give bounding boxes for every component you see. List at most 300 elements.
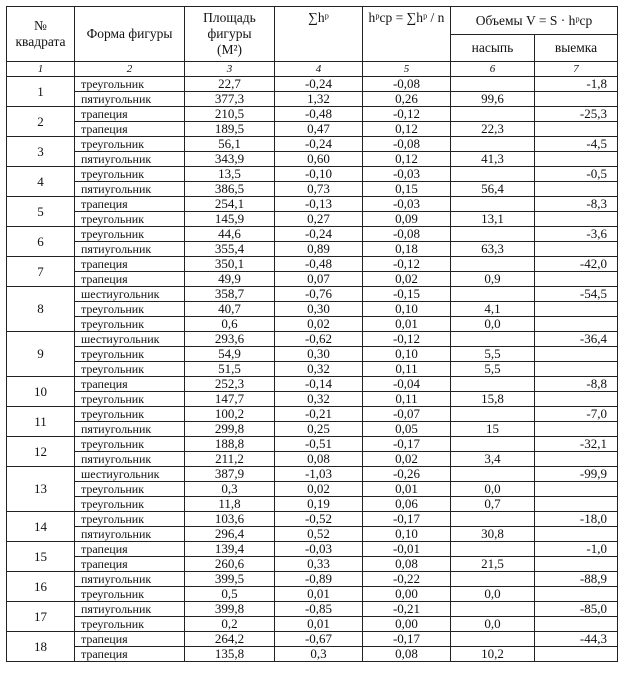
fill-volume-cell <box>451 197 535 212</box>
table-row <box>7 272 618 287</box>
column-number: 3 <box>185 62 275 77</box>
h-average-cell: 0,08 <box>363 647 451 662</box>
table-row <box>7 452 618 467</box>
shape-cell: треугольник <box>75 482 185 497</box>
cut-volume-cell: -54,5 <box>535 287 618 302</box>
area-cell: 40,7 <box>185 302 275 317</box>
square-number-cell: 9 <box>7 332 75 377</box>
area-cell: 350,1 <box>185 257 275 272</box>
fill-volume-cell <box>451 602 535 617</box>
table-row <box>7 437 618 452</box>
h-average-cell: -0,17 <box>363 632 451 647</box>
cut-volume-cell <box>535 212 618 227</box>
table-row <box>7 377 618 392</box>
shape-cell: шестиугольник <box>75 332 185 347</box>
shape-cell: трапеция <box>75 197 185 212</box>
sum-h-cell: 0,02 <box>275 482 363 497</box>
table-row <box>7 242 618 257</box>
table-row <box>7 107 618 122</box>
shape-cell: шестиугольник <box>75 287 185 302</box>
cut-volume-cell: -18,0 <box>535 512 618 527</box>
shape-cell: пятиугольник <box>75 92 185 107</box>
header-cut: выемка <box>535 35 618 62</box>
cut-volume-cell: -85,0 <box>535 602 618 617</box>
fill-volume-cell <box>451 107 535 122</box>
sum-h-cell: -0,89 <box>275 572 363 587</box>
area-cell: 189,5 <box>185 122 275 137</box>
earthwork-volume-table <box>6 6 618 662</box>
table-row <box>7 197 618 212</box>
shape-cell: треугольник <box>75 302 185 317</box>
sum-h-cell: 0,08 <box>275 452 363 467</box>
sum-h-cell: 0,30 <box>275 302 363 317</box>
cut-volume-cell <box>535 617 618 632</box>
cut-volume-cell: -3,6 <box>535 227 618 242</box>
header-fill: насыпь <box>451 35 535 62</box>
fill-volume-cell: 13,1 <box>451 212 535 227</box>
sum-h-cell: 0,73 <box>275 182 363 197</box>
sum-h-cell: 0,3 <box>275 647 363 662</box>
sum-h-cell: 0,47 <box>275 122 363 137</box>
square-number-cell: 10 <box>7 377 75 407</box>
sum-h-cell: -0,13 <box>275 197 363 212</box>
h-average-cell: -0,08 <box>363 137 451 152</box>
h-average-cell: 0,18 <box>363 242 451 257</box>
area-cell: 56,1 <box>185 137 275 152</box>
header-square-number <box>7 7 75 62</box>
area-cell: 254,1 <box>185 197 275 212</box>
square-number-cell: 8 <box>7 287 75 332</box>
h-average-cell: 0,11 <box>363 362 451 377</box>
h-average-cell: 0,26 <box>363 92 451 107</box>
column-number: 7 <box>535 62 618 77</box>
cut-volume-cell: -8,8 <box>535 377 618 392</box>
sum-h-cell: 0,07 <box>275 272 363 287</box>
header-volumes: Объемы V = S · hᵖср <box>451 7 618 35</box>
cut-volume-cell <box>535 302 618 317</box>
h-average-cell: 0,05 <box>363 422 451 437</box>
square-number-cell: 15 <box>7 542 75 572</box>
cut-volume-cell <box>535 587 618 602</box>
square-number-cell: 4 <box>7 167 75 197</box>
sum-h-cell: -0,14 <box>275 377 363 392</box>
shape-cell: трапеция <box>75 107 185 122</box>
cut-volume-cell <box>535 242 618 257</box>
area-cell: 147,7 <box>185 392 275 407</box>
shape-cell: трапеция <box>75 377 185 392</box>
h-average-cell: -0,12 <box>363 257 451 272</box>
sum-h-cell: 0,01 <box>275 587 363 602</box>
table-row <box>7 92 618 107</box>
sum-h-cell: -0,24 <box>275 77 363 92</box>
cut-volume-cell <box>535 272 618 287</box>
fill-volume-cell <box>451 572 535 587</box>
table-row <box>7 152 618 167</box>
cut-volume-cell: -42,0 <box>535 257 618 272</box>
table-row <box>7 182 618 197</box>
h-average-cell: 0,00 <box>363 587 451 602</box>
area-cell: 252,3 <box>185 377 275 392</box>
area-cell: 0,6 <box>185 317 275 332</box>
header-area-line1: Площадь <box>203 10 256 25</box>
header-area-unit: (М²) <box>216 42 243 57</box>
h-average-cell: 0,02 <box>363 452 451 467</box>
square-number-cell: 11 <box>7 407 75 437</box>
sum-h-cell: -0,85 <box>275 602 363 617</box>
fill-volume-cell: 21,5 <box>451 557 535 572</box>
cut-volume-cell: -36,4 <box>535 332 618 347</box>
area-cell: 358,7 <box>185 287 275 302</box>
fill-volume-cell: 10,2 <box>451 647 535 662</box>
h-average-cell: 0,12 <box>363 122 451 137</box>
shape-cell: треугольник <box>75 347 185 362</box>
volume-table-sheet <box>6 6 617 662</box>
header-shape: Форма фигуры <box>75 7 185 62</box>
h-average-cell: -0,04 <box>363 377 451 392</box>
column-number: 4 <box>275 62 363 77</box>
sum-h-cell: -0,10 <box>275 167 363 182</box>
cut-volume-cell <box>535 92 618 107</box>
sum-h-cell: 0,27 <box>275 212 363 227</box>
sum-h-cell: 0,32 <box>275 362 363 377</box>
area-cell: 103,6 <box>185 512 275 527</box>
h-average-cell: 0,12 <box>363 152 451 167</box>
sum-h-cell: -0,21 <box>275 407 363 422</box>
h-average-cell: 0,09 <box>363 212 451 227</box>
table-row <box>7 77 618 92</box>
fill-volume-cell: 63,3 <box>451 242 535 257</box>
shape-cell: трапеция <box>75 272 185 287</box>
sum-h-cell: -0,03 <box>275 542 363 557</box>
h-average-cell: -0,12 <box>363 332 451 347</box>
table-row <box>7 632 618 647</box>
table-row <box>7 167 618 182</box>
table-row <box>7 527 618 542</box>
table-row <box>7 482 618 497</box>
fill-volume-cell: 0,0 <box>451 617 535 632</box>
sum-h-cell: -0,76 <box>275 287 363 302</box>
h-average-cell: -0,17 <box>363 437 451 452</box>
shape-cell: пятиугольник <box>75 422 185 437</box>
table-row <box>7 407 618 422</box>
cut-volume-cell <box>535 392 618 407</box>
column-number: 1 <box>7 62 75 77</box>
cut-volume-cell <box>535 647 618 662</box>
shape-cell: пятиугольник <box>75 572 185 587</box>
fill-volume-cell <box>451 287 535 302</box>
shape-cell: треугольник <box>75 227 185 242</box>
h-average-cell: -0,26 <box>363 467 451 482</box>
shape-cell: треугольник <box>75 77 185 92</box>
sum-h-cell: 0,25 <box>275 422 363 437</box>
shape-cell: пятиугольник <box>75 452 185 467</box>
h-average-cell: -0,03 <box>363 167 451 182</box>
table-row <box>7 362 618 377</box>
table-row <box>7 647 618 662</box>
area-cell: 139,4 <box>185 542 275 557</box>
area-cell: 355,4 <box>185 242 275 257</box>
sum-h-cell: 0,60 <box>275 152 363 167</box>
sum-h-cell: 0,89 <box>275 242 363 257</box>
area-cell: 0,5 <box>185 587 275 602</box>
area-cell: 386,5 <box>185 182 275 197</box>
area-cell: 0,3 <box>185 482 275 497</box>
shape-cell: пятиугольник <box>75 527 185 542</box>
header-h-average: hᵖср = ∑hᵖ / n <box>363 7 451 62</box>
table-row <box>7 497 618 512</box>
area-cell: 210,5 <box>185 107 275 122</box>
square-number-cell: 14 <box>7 512 75 542</box>
shape-cell: треугольник <box>75 212 185 227</box>
area-cell: 211,2 <box>185 452 275 467</box>
h-average-cell: 0,10 <box>363 302 451 317</box>
area-cell: 135,8 <box>185 647 275 662</box>
shape-cell: треугольник <box>75 497 185 512</box>
cut-volume-cell: -32,1 <box>535 437 618 452</box>
fill-volume-cell: 15 <box>451 422 535 437</box>
shape-cell: трапеция <box>75 542 185 557</box>
fill-volume-cell: 0,0 <box>451 317 535 332</box>
sum-h-cell: -1,03 <box>275 467 363 482</box>
table-row <box>7 602 618 617</box>
shape-cell: трапеция <box>75 257 185 272</box>
table-row <box>7 287 618 302</box>
square-number-cell: 7 <box>7 257 75 287</box>
table-row <box>7 512 618 527</box>
fill-volume-cell: 15,8 <box>451 392 535 407</box>
sum-h-cell: 1,32 <box>275 92 363 107</box>
area-cell: 343,9 <box>185 152 275 167</box>
cut-volume-cell: -44,3 <box>535 632 618 647</box>
header-area-line2: фигуры <box>207 26 252 41</box>
fill-volume-cell: 5,5 <box>451 347 535 362</box>
table-row <box>7 572 618 587</box>
fill-volume-cell: 0,0 <box>451 482 535 497</box>
fill-volume-cell: 5,5 <box>451 362 535 377</box>
fill-volume-cell <box>451 257 535 272</box>
sum-h-cell: -0,67 <box>275 632 363 647</box>
column-number-row <box>7 62 618 77</box>
h-average-cell: 0,00 <box>363 617 451 632</box>
area-cell: 264,2 <box>185 632 275 647</box>
shape-cell: трапеция <box>75 122 185 137</box>
cut-volume-cell <box>535 482 618 497</box>
fill-volume-cell: 0,7 <box>451 497 535 512</box>
area-cell: 377,3 <box>185 92 275 107</box>
h-average-cell: -0,12 <box>363 107 451 122</box>
sum-h-cell: -0,51 <box>275 437 363 452</box>
h-average-cell: -0,03 <box>363 197 451 212</box>
area-cell: 49,9 <box>185 272 275 287</box>
cut-volume-cell: -25,3 <box>535 107 618 122</box>
area-cell: 44,6 <box>185 227 275 242</box>
fill-volume-cell <box>451 137 535 152</box>
cut-volume-cell: -4,5 <box>535 137 618 152</box>
header-row-top <box>7 7 618 35</box>
cut-volume-cell <box>535 362 618 377</box>
sum-h-cell: 0,02 <box>275 317 363 332</box>
column-number: 2 <box>75 62 185 77</box>
h-average-cell: -0,07 <box>363 407 451 422</box>
h-average-cell: 0,15 <box>363 182 451 197</box>
shape-cell: пятиугольник <box>75 602 185 617</box>
fill-volume-cell: 56,4 <box>451 182 535 197</box>
cut-volume-cell <box>535 122 618 137</box>
fill-volume-cell <box>451 407 535 422</box>
table-row <box>7 137 618 152</box>
area-cell: 296,4 <box>185 527 275 542</box>
cut-volume-cell: -7,0 <box>535 407 618 422</box>
area-cell: 399,8 <box>185 602 275 617</box>
cut-volume-cell <box>535 347 618 362</box>
shape-cell: треугольник <box>75 137 185 152</box>
sum-h-cell: -0,48 <box>275 257 363 272</box>
shape-cell: треугольник <box>75 317 185 332</box>
cut-volume-cell: -0,5 <box>535 167 618 182</box>
cut-volume-cell <box>535 497 618 512</box>
fill-volume-cell: 0,0 <box>451 587 535 602</box>
sum-h-cell: -0,24 <box>275 137 363 152</box>
square-number-cell: 6 <box>7 227 75 257</box>
table-body <box>7 77 618 662</box>
table-row <box>7 332 618 347</box>
square-number-cell: 18 <box>7 632 75 662</box>
table-row <box>7 392 618 407</box>
fill-volume-cell <box>451 437 535 452</box>
fill-volume-cell <box>451 467 535 482</box>
sum-h-cell: 0,30 <box>275 347 363 362</box>
table-row <box>7 122 618 137</box>
fill-volume-cell <box>451 77 535 92</box>
table-row <box>7 317 618 332</box>
cut-volume-cell <box>535 422 618 437</box>
column-number: 6 <box>451 62 535 77</box>
h-average-cell: 0,01 <box>363 317 451 332</box>
table-row <box>7 227 618 242</box>
table-row <box>7 557 618 572</box>
area-cell: 100,2 <box>185 407 275 422</box>
square-number-cell: 13 <box>7 467 75 512</box>
h-average-cell: 0,08 <box>363 557 451 572</box>
h-average-cell: -0,15 <box>363 287 451 302</box>
area-cell: 22,7 <box>185 77 275 92</box>
sum-h-cell: 0,01 <box>275 617 363 632</box>
h-average-cell: 0,11 <box>363 392 451 407</box>
shape-cell: шестиугольник <box>75 467 185 482</box>
shape-cell: пятиугольник <box>75 152 185 167</box>
sum-h-cell: -0,52 <box>275 512 363 527</box>
square-number-cell: 16 <box>7 572 75 602</box>
h-average-cell: -0,22 <box>363 572 451 587</box>
shape-cell: треугольник <box>75 362 185 377</box>
table-row <box>7 617 618 632</box>
fill-volume-cell <box>451 332 535 347</box>
area-cell: 188,8 <box>185 437 275 452</box>
area-cell: 54,9 <box>185 347 275 362</box>
fill-volume-cell <box>451 227 535 242</box>
h-average-cell: -0,01 <box>363 542 451 557</box>
shape-cell: треугольник <box>75 407 185 422</box>
cut-volume-cell <box>535 182 618 197</box>
area-cell: 260,6 <box>185 557 275 572</box>
cut-volume-cell <box>535 527 618 542</box>
sum-h-cell: 0,52 <box>275 527 363 542</box>
shape-cell: треугольник <box>75 167 185 182</box>
square-number-cell: 12 <box>7 437 75 467</box>
header-area <box>185 7 275 62</box>
area-cell: 13,5 <box>185 167 275 182</box>
table-row <box>7 347 618 362</box>
h-average-cell: -0,17 <box>363 512 451 527</box>
area-cell: 0,2 <box>185 617 275 632</box>
fill-volume-cell: 30,8 <box>451 527 535 542</box>
area-cell: 387,9 <box>185 467 275 482</box>
square-number-cell: 1 <box>7 77 75 107</box>
table-row <box>7 212 618 227</box>
fill-volume-cell: 99,6 <box>451 92 535 107</box>
table-row <box>7 257 618 272</box>
area-cell: 299,8 <box>185 422 275 437</box>
area-cell: 51,5 <box>185 362 275 377</box>
shape-cell: треугольник <box>75 437 185 452</box>
h-average-cell: 0,01 <box>363 482 451 497</box>
area-cell: 399,5 <box>185 572 275 587</box>
column-number: 5 <box>363 62 451 77</box>
area-cell: 293,6 <box>185 332 275 347</box>
shape-cell: треугольник <box>75 617 185 632</box>
sum-h-cell: 0,32 <box>275 392 363 407</box>
square-number-cell: 5 <box>7 197 75 227</box>
h-average-cell: 0,02 <box>363 272 451 287</box>
header-square-number-sign: № <box>34 18 47 33</box>
area-cell: 145,9 <box>185 212 275 227</box>
fill-volume-cell: 3,4 <box>451 452 535 467</box>
sum-h-cell: -0,24 <box>275 227 363 242</box>
table-row <box>7 302 618 317</box>
shape-cell: трапеция <box>75 557 185 572</box>
table-row <box>7 542 618 557</box>
shape-cell: пятиугольник <box>75 242 185 257</box>
fill-volume-cell <box>451 377 535 392</box>
cut-volume-cell <box>535 557 618 572</box>
h-average-cell: 0,10 <box>363 527 451 542</box>
cut-volume-cell <box>535 452 618 467</box>
shape-cell: трапеция <box>75 632 185 647</box>
table-row <box>7 587 618 602</box>
sum-h-cell: -0,62 <box>275 332 363 347</box>
cut-volume-cell: -99,9 <box>535 467 618 482</box>
cut-volume-cell: -8,3 <box>535 197 618 212</box>
square-number-cell: 2 <box>7 107 75 137</box>
shape-cell: треугольник <box>75 587 185 602</box>
fill-volume-cell <box>451 632 535 647</box>
h-average-cell: -0,21 <box>363 602 451 617</box>
cut-volume-cell <box>535 152 618 167</box>
table-row <box>7 422 618 437</box>
table-row <box>7 467 618 482</box>
sum-h-cell: 0,19 <box>275 497 363 512</box>
fill-volume-cell: 22,3 <box>451 122 535 137</box>
fill-volume-cell <box>451 542 535 557</box>
fill-volume-cell <box>451 167 535 182</box>
shape-cell: трапеция <box>75 647 185 662</box>
sum-h-cell: -0,48 <box>275 107 363 122</box>
h-average-cell: 0,10 <box>363 347 451 362</box>
header-sum-h: ∑hᵖ <box>275 7 363 62</box>
fill-volume-cell: 41,3 <box>451 152 535 167</box>
fill-volume-cell: 4,1 <box>451 302 535 317</box>
cut-volume-cell: -1,0 <box>535 542 618 557</box>
